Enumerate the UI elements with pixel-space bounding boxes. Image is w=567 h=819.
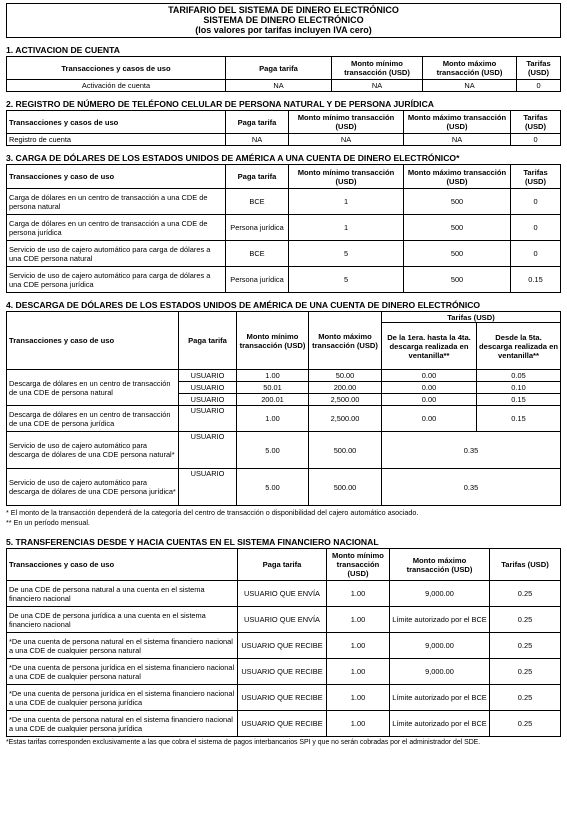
column-header: Monto mínimo transacción (USD) <box>289 111 404 134</box>
table-header-row <box>7 312 561 323</box>
cell-max: 2,500.00 <box>309 406 382 432</box>
cell-pays-fee: BCE <box>226 189 289 215</box>
table-row <box>7 267 561 293</box>
cell-max: Límite autorizado por el BCE <box>390 711 490 737</box>
cell-pays-fee: USUARIO QUE RECIBE <box>238 711 327 737</box>
cell-max: 500 <box>404 241 511 267</box>
column-header: Tarifas (USD) <box>511 165 561 189</box>
column-header: Paga tarifa <box>179 312 237 370</box>
cell-min: 1.00 <box>327 581 390 607</box>
cell-min: 1.00 <box>327 711 390 737</box>
table-row <box>7 469 561 506</box>
cell-use-case: Activación de cuenta <box>7 80 226 92</box>
column-header: Monto máximo transacción (USD) <box>390 549 490 581</box>
cell-pays-fee: USUARIO <box>179 469 237 506</box>
column-header: Monto mínimo transacción (USD) <box>237 312 309 370</box>
cell-pays-fee: Persona jurídica <box>226 267 289 293</box>
cell-pays-fee: USUARIO QUE RECIBE <box>238 633 327 659</box>
table-row <box>7 633 561 659</box>
table-header-row <box>7 165 561 189</box>
column-header: Monto mínimo transacción (USD) <box>332 57 423 80</box>
cell-min: 5 <box>289 267 404 293</box>
table-row <box>7 581 561 607</box>
cell-use-case: *De una cuenta de persona natural en el sistema financiero nacional a una CDE de cualquier persona jurídica <box>7 711 238 737</box>
cell-max: 500 <box>404 215 511 241</box>
table-row <box>7 80 561 92</box>
cell-use-case: Servicio de uso de cajero automático para descarga de dólares de una CDE persona natural* <box>7 432 179 469</box>
column-header: Transacciones y casos de uso <box>7 57 226 80</box>
cell-fee-1-4: 0.00 <box>382 394 477 406</box>
cell-min: 1.00 <box>237 370 309 382</box>
cell-min: 1.00 <box>327 659 390 685</box>
column-header: Transacciones y caso de uso <box>7 549 238 581</box>
table-row <box>7 432 561 469</box>
cell-fee: 0 <box>511 189 561 215</box>
cell-fee: 0 <box>511 134 561 146</box>
column-header: Monto mínimo transacción (USD) <box>289 165 404 189</box>
cell-fee: 0.25 <box>490 581 561 607</box>
table-row <box>7 711 561 737</box>
cell-fee-5plus: 0.15 <box>477 394 561 406</box>
cell-pays-fee: USUARIO QUE ENVÍA <box>238 607 327 633</box>
section-2-table <box>6 110 561 146</box>
cell-min: 5.00 <box>237 432 309 469</box>
cell-fee: 0.35 <box>382 432 561 469</box>
cell-fee: 0.25 <box>490 685 561 711</box>
table-row <box>7 685 561 711</box>
table-row <box>7 215 561 241</box>
cell-fee: 0.35 <box>382 469 561 506</box>
column-header: Paga tarifa <box>226 165 289 189</box>
section-1-table <box>6 56 561 92</box>
table-row <box>7 659 561 685</box>
section-4-title: 4. DESCARGA DE DÓLARES DE LOS ESTADOS UNIDOS DE AMÉRICA DE UNA CUENTA DE DINERO ELECTRÓNICO <box>6 300 481 310</box>
cell-use-case: Registro de cuenta <box>7 134 226 146</box>
table-row <box>7 134 561 146</box>
cell-fee-5plus: 0.05 <box>477 370 561 382</box>
cell-pays-fee: NA <box>226 134 289 146</box>
column-header: Tarifas (USD) <box>511 111 561 134</box>
cell-max: Límite autorizado por el BCE <box>390 685 490 711</box>
section-1-title: 1. ACTIVACION DE CUENTA <box>6 45 120 55</box>
cell-pays-fee: USUARIO <box>179 432 237 469</box>
cell-pays-fee: USUARIO <box>179 382 237 394</box>
cell-fee: 0.25 <box>490 607 561 633</box>
cell-pays-fee: USUARIO QUE ENVÍA <box>238 581 327 607</box>
cell-min: 200.01 <box>237 394 309 406</box>
cell-min: NA <box>289 134 404 146</box>
cell-max: 9,000.00 <box>390 633 490 659</box>
cell-fee: 0.25 <box>490 711 561 737</box>
column-header: Monto máximo transacción (USD) <box>404 111 511 134</box>
column-header: Transacciones y casos de uso <box>7 111 226 134</box>
cell-max: 9,000.00 <box>390 659 490 685</box>
column-header: Paga tarifa <box>226 111 289 134</box>
cell-max: 2,500.00 <box>309 394 382 406</box>
cell-use-case: Servicio de uso de cajero automático para descarga de dólares de una CDE persona jurídica* <box>7 469 179 506</box>
cell-max: 500.00 <box>309 469 382 506</box>
cell-max: 500 <box>404 189 511 215</box>
column-header: Paga tarifa <box>238 549 327 581</box>
cell-max: 50.00 <box>309 370 382 382</box>
header-note: (los valores por tarifas incluyen IVA cero) <box>195 25 372 35</box>
column-header: Tarifas (USD) <box>490 549 561 581</box>
footnote-2: ** En un período mensual. <box>6 518 90 527</box>
cell-pays-fee: USUARIO QUE RECIBE <box>238 659 327 685</box>
cell-use-case: Descarga de dólares en un centro de transacción de una CDE de persona jurídica <box>7 406 179 432</box>
column-header: Paga tarifa <box>226 57 332 80</box>
cell-min: 1.00 <box>327 633 390 659</box>
cell-fee-5plus: 0.15 <box>477 406 561 432</box>
column-header: Transacciones y caso de uso <box>7 312 179 370</box>
cell-fee-1-4: 0.00 <box>382 406 477 432</box>
cell-min: NA <box>332 80 423 92</box>
cell-min: 1.00 <box>327 685 390 711</box>
cell-max: Límite autorizado por el BCE <box>390 607 490 633</box>
footnote-1: * El monto de la transacción dependerá de la categoría del centro de transacción o disponibilidad del cajero automático asociado. <box>6 508 419 517</box>
table-row <box>7 406 561 432</box>
header-title: TARIFARIO DEL SISTEMA DE DINERO ELECTRÓNICO <box>168 5 399 15</box>
cell-fee: 0.15 <box>511 267 561 293</box>
table-row <box>7 241 561 267</box>
column-header: Monto máximo transacción (USD) <box>309 312 382 370</box>
cell-use-case: *De una cuenta de persona jurídica en el sistema financiero nacional a una CDE de cualquier persona jurídica <box>7 685 238 711</box>
cell-min: 5.00 <box>237 469 309 506</box>
cell-pays-fee: USUARIO <box>179 394 237 406</box>
section-3-title: 3. CARGA DE DÓLARES DE LOS ESTADOS UNIDOS DE AMÉRICA A UNA CUENTA DE DINERO ELECTRÓNICO* <box>6 153 460 163</box>
cell-pays-fee: NA <box>226 80 332 92</box>
cell-max: 9,000.00 <box>390 581 490 607</box>
section-5-table <box>6 548 561 737</box>
section-4-table <box>6 311 561 506</box>
cell-use-case: Descarga de dólares en un centro de transacción de una CDE de persona natural <box>7 370 179 406</box>
header-subtitle: SISTEMA DE DINERO ELECTRÓNICO <box>203 15 364 25</box>
column-header-group: Tarifas (USD) <box>382 312 561 323</box>
cell-pays-fee: USUARIO <box>179 370 237 382</box>
cell-max: NA <box>404 134 511 146</box>
section-3-table <box>6 164 561 293</box>
cell-fee: 0 <box>511 241 561 267</box>
cell-fee: 0.25 <box>490 659 561 685</box>
cell-fee: 0 <box>517 80 561 92</box>
cell-use-case: De una CDE de persona jurídica a una cuenta en el sistema financiero nacional <box>7 607 238 633</box>
cell-fee-1-4: 0.00 <box>382 370 477 382</box>
cell-use-case: Carga de dólares en un centro de transacción a una CDE de persona jurídica <box>7 215 226 241</box>
cell-use-case: Servicio de uso de cajero automático para carga de dólares a una CDE persona jurídica <box>7 267 226 293</box>
cell-fee: 0.25 <box>490 633 561 659</box>
table-row <box>7 370 561 382</box>
cell-min: 1.00 <box>237 406 309 432</box>
table-header-row <box>7 549 561 581</box>
section-5-title: 5. TRANSFERENCIAS DESDE Y HACIA CUENTAS EN EL SISTEMA FINANCIERO NACIONAL <box>6 537 379 547</box>
cell-max: NA <box>423 80 517 92</box>
document-header <box>6 3 561 38</box>
cell-min: 1.00 <box>327 607 390 633</box>
cell-fee: 0 <box>511 215 561 241</box>
table-row <box>7 607 561 633</box>
cell-pays-fee: USUARIO QUE RECIBE <box>238 685 327 711</box>
footnote-3: *Estas tarifas corresponden exclusivamente a las que cobra el sistema de pagos interbancarios SPI y que no serán cobradas por el administrador del SDE. <box>6 739 481 746</box>
cell-use-case: *De una cuenta de persona jurídica en el sistema financiero nacional a una CDE de cualquier persona natural <box>7 659 238 685</box>
cell-min: 1 <box>289 215 404 241</box>
column-header: Monto mínimo transacción (USD) <box>327 549 390 581</box>
column-header: Monto máximo transacción (USD) <box>404 165 511 189</box>
fee-schedule-document <box>6 0 561 748</box>
table-header-row <box>7 57 561 80</box>
column-header: De la 1era. hasta la 4ta. descarga realizada en ventanilla** <box>382 323 477 370</box>
cell-pays-fee: Persona jurídica <box>226 215 289 241</box>
cell-fee-1-4: 0.00 <box>382 382 477 394</box>
cell-fee-5plus: 0.10 <box>477 382 561 394</box>
cell-max: 200.00 <box>309 382 382 394</box>
column-header: Monto máximo transacción (USD) <box>423 57 517 80</box>
cell-max: 500 <box>404 267 511 293</box>
cell-use-case: *De una cuenta de persona natural en el sistema financiero nacional a una CDE de cualquier persona natural <box>7 633 238 659</box>
cell-use-case: Carga de dólares en un centro de transacción a una CDE de persona natural <box>7 189 226 215</box>
column-header: Desde la 5ta. descarga realizada en ventanilla** <box>477 323 561 370</box>
cell-use-case: De una CDE de persona natural a una cuenta en el sistema financiero nacional <box>7 581 238 607</box>
table-row <box>7 189 561 215</box>
cell-use-case: Servicio de uso de cajero automático para carga de dólares a una CDE persona natural <box>7 241 226 267</box>
table-header-row <box>7 111 561 134</box>
column-header: Transacciones y caso de uso <box>7 165 226 189</box>
section-2-title: 2. REGISTRO DE NÚMERO DE TELÉFONO CELULAR DE PERSONA NATURAL Y DE PERSONA JURÍDICA <box>6 99 434 109</box>
column-header: Tarifas (USD) <box>517 57 561 80</box>
cell-max: 500.00 <box>309 432 382 469</box>
cell-pays-fee: BCE <box>226 241 289 267</box>
cell-min: 5 <box>289 241 404 267</box>
cell-pays-fee: USUARIO <box>179 406 237 432</box>
cell-min: 1 <box>289 189 404 215</box>
cell-min: 50.01 <box>237 382 309 394</box>
